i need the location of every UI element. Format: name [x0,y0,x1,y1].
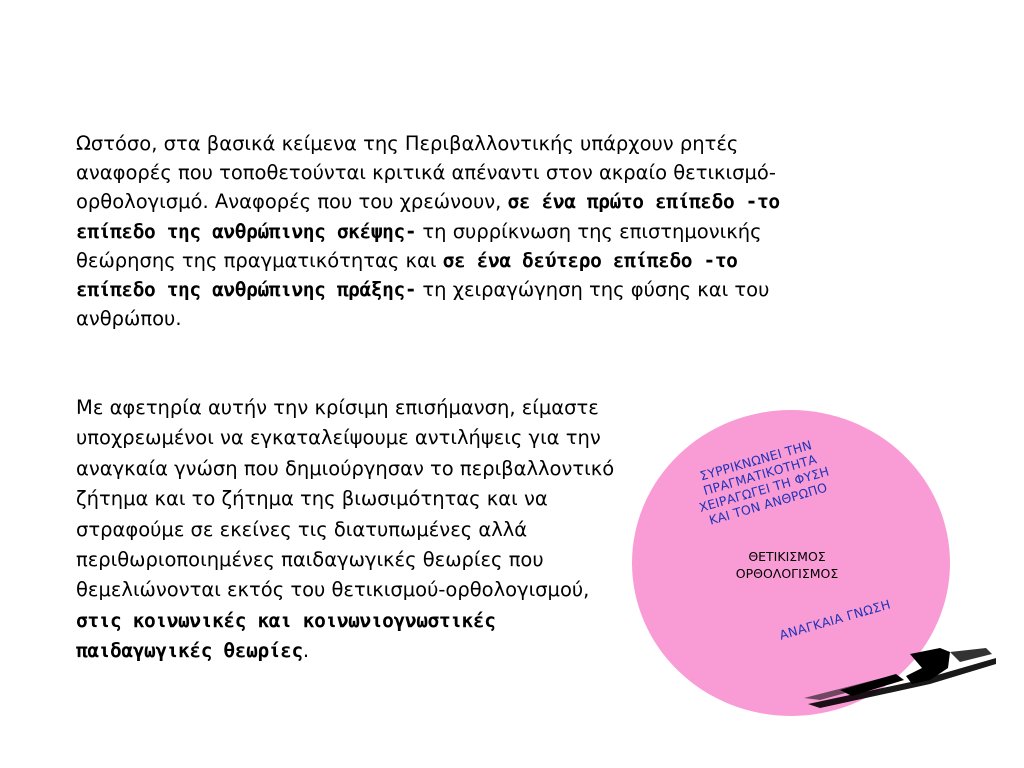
paragraph-criticism-bold-2: σε ένα δεύτερο επίπεδο -το επίπεδο της ανθρώπινης πράξης- [76,248,738,302]
paragraph-conclusion [76,393,616,667]
circle-bottom-label: ΑΝΑΓΚΑΙΑ ΓΝΩΣΗ [777,596,893,643]
paragraph-criticism-text-1: Ωστόσο, στα βασικά κείμενα της Περιβαλλοντικής υπάρχουν ρητές αναφορές που τοποθετούνται κριτικά απέναντι στον ακραίο θετικισμό-ορθολογισμό. Αναφορές που του χρεώνουν, [76,132,776,214]
skier-silhouette-icon [800,640,1000,710]
paragraph-conclusion-bold-1: στις κοινωνικές και κοινωνιογνωστικές παιδαγωγικές θεωρίες [76,608,496,663]
paragraph-criticism-bold-1: σε ένα πρώτο επίπεδο -το επίπεδο της ανθρώπινης σκέψης- [76,190,780,243]
paragraph-criticism [76,129,816,333]
paragraph-criticism-text-3: τη χειραγώγηση της φύσης και του ανθρώπου. [76,278,770,331]
paragraph-criticism-text-2: τη συρρίκνωση της επιστημονικής θεώρησης της πραγματικότητας και [76,219,762,272]
circle-top-label: ΣΥΡΡΙΚΝΩΝΕΙ ΤΗΝ ΠΡΑΓΜΑΤΙΚΟΤΗΤΑ ΧΕΙΡΑΓΩΓΕΙ ΤΗ ΦΥΣΗ ΚΑΙ ΤΟΝ ΑΝΘΡΩΠΟ [697,437,831,528]
circle-center-label: ΘΕΤΙΚΙΣΜΟΣ ΟΡΘΟΛΟΓΙΣΜΟΣ [735,549,839,581]
paragraph-conclusion-text-2: . [302,639,310,663]
paragraph-conclusion-text-1: Με αφετηρία αυτήν την κρίσιμη επισήμανση, είμαστε υποχρεωμένοι να εγκαταλείψουμε αντιλήψεις για την αναγκαία γνώση που δημιούργησαν το περιβαλλοντικό ζήτημα και το ζήτημα της βιωσιμότητας και να στραφούμε σε εκείνες τις διατυπωμένες αλλά περιθωριοποιημένες παιδαγωγικές θεωρίες που θεμελιώνονται εκτός του θετικισμού-ορθολογισμού, [76,396,615,602]
